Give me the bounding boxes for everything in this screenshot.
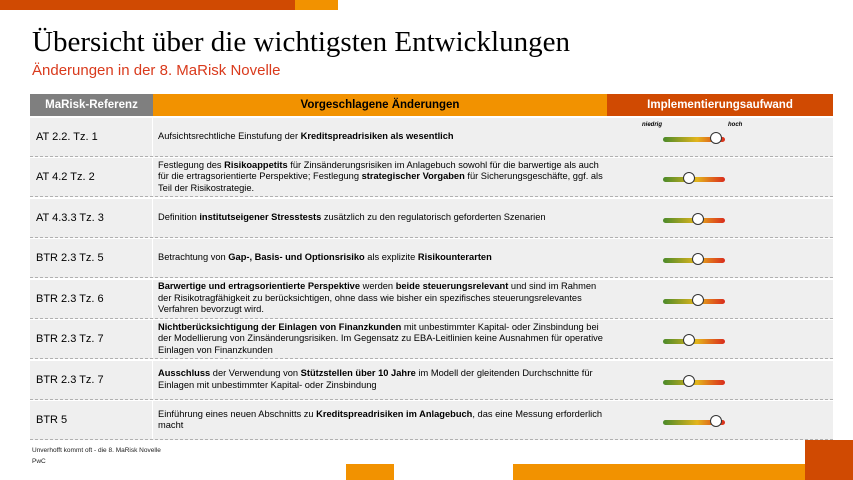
footer-source: Unverhofft kommt oft - die 8. MaRisk Novelle [32,447,161,454]
row-reference: AT 4.3.3 Tz. 3 [30,199,153,237]
effort-gauge-knob [710,132,722,144]
header-ref: MaRisk-Referenz [30,94,153,116]
row-description [153,361,607,399]
description-bold-text: beide steuerungsrelevant [395,281,509,292]
row-reference: AT 2.2. Tz. 1 [30,118,153,156]
bottom-bar-orange-wide [513,464,805,480]
table-row [30,401,833,440]
description-bold-text: Kreditspreadrisiken als wesentlich [300,130,454,141]
description-text: Aufsichtsrechtliche Einstufung der [158,130,301,141]
effort-gauge-knob [692,294,704,306]
description-text: Definition [158,211,200,222]
page-subtitle: Änderungen in der 8. MaRisk Novelle [32,62,281,79]
header-changes: Vorgeschlagene Änderungen [153,94,607,116]
row-description [153,158,607,196]
description-text: im Modell der gleitenden Durchschnitte für Einlagen mit unbestimmter Kapital- oder Zinsbindung [158,368,593,390]
row-effort [607,401,833,439]
row-description [153,280,607,318]
description-text: für Sicherungsgeschäfte, ggf. als Teil der Risikostrategie. [158,171,603,193]
row-effort [607,199,833,237]
row-effort [607,361,833,399]
effort-gauge-knob [683,334,695,346]
description-text: werden [360,281,396,292]
effort-gauge [663,299,725,304]
effort-gauge [663,339,725,344]
row-reference: AT 4.2 Tz. 2 [30,158,153,196]
description-text: , das eine Messung erforderlich macht [158,408,603,430]
row-reference: BTR 5 [30,401,153,439]
bottom-bar-dark [805,440,853,480]
table-row [30,361,833,400]
description-text: für Zinsänderungsrisiken im Anlagebuch sowohl für die barwertige als auch für die ertragsorientierte Perspektive; Festlegung [158,159,599,182]
description-text: als explizite [364,252,418,263]
header-effort: Implementierungsaufwand [607,94,833,116]
row-reference: BTR 2.3 Tz. 5 [30,239,153,277]
description-text: und sind im Rahmen der Risikotragfähigkeit zu berücksichtigen, ohne dass wie bisher ein spezifisches steuerungsrelevantes Verfahren bevorzugt wird. [158,281,597,315]
top-bar-orange [295,0,338,10]
row-reference: BTR 2.3 Tz. 7 [30,320,153,358]
row-effort [607,118,833,156]
bottom-bar-orange-small [346,464,394,480]
row-effort [607,239,833,277]
description-bold-text: Ausschluss [158,368,211,378]
description-bold-text: Kreditspreadrisiken im Anlagebuch [316,408,473,419]
description-text: Einführung eines neuen Abschnitts zu [158,408,317,419]
scale-low-label: niedrig [642,121,663,128]
row-description [153,199,607,237]
effort-gauge [663,258,725,263]
description-bold-text: strategischer Vorgaben [361,171,465,182]
effort-gauge [663,177,725,182]
row-description [153,118,607,156]
row-description [153,401,607,439]
scale-high-label: hoch [728,121,743,128]
description-bold-text: Risikoappetits [224,159,288,170]
row-description [153,239,607,277]
effort-gauge-knob [710,415,722,427]
description-text: der Verwendung von [210,368,301,378]
effort-gauge [663,218,725,223]
effort-gauge-knob [692,213,704,225]
description-text: Festlegung des [158,159,225,170]
table-row [30,118,833,157]
description-bold-text: Stützstellen über 10 Jahre [300,368,416,378]
table-row [30,199,833,238]
description-bold-text: Nichtberücksichtigung der Einlagen von Finanzkunden [158,321,402,332]
table-header [30,94,833,116]
effort-gauge-knob [692,253,704,265]
effort-gauge-knob [683,375,695,387]
effort-gauge [663,420,725,425]
table-row [30,239,833,278]
description-bold-text: Gap-, Basis- und Optionsrisiko [228,252,365,263]
footer-brand: PwC [32,458,46,465]
table-row [30,320,833,359]
table-body [30,118,833,441]
effort-gauge-knob [683,172,695,184]
row-effort [607,158,833,196]
row-description [153,320,607,358]
description-bold-text: Risikounterarten [417,252,492,263]
changes-table [30,94,833,440]
effort-gauge [663,380,725,385]
top-bar-dark [0,0,295,10]
table-row [30,280,833,319]
effort-gauge [663,137,725,142]
description-bold-text: institutseigener Stresstests [199,211,322,222]
page-title: Übersicht über die wichtigsten Entwicklungen [32,26,570,58]
description-bold-text: Barwertige und ertragsorientierte Perspektive [158,281,361,292]
row-reference: BTR 2.3 Tz. 7 [30,361,153,399]
row-reference: BTR 2.3 Tz. 6 [30,280,153,318]
row-effort [607,320,833,358]
description-text: zusätzlich zu den regulatorisch geforderten Szenarien [321,211,546,222]
description-text: mit unbestimmter Kapital- oder Zinsbindung bei der Modellierung von Zinsänderungsrisiken. Im Gegensatz zu EBA-Leitlinien keine Ausnahmen für operative Einlagen von Finanzkunden [158,321,603,355]
row-effort [607,280,833,318]
description-text: Betrachtung von [158,252,229,263]
table-row [30,158,833,197]
